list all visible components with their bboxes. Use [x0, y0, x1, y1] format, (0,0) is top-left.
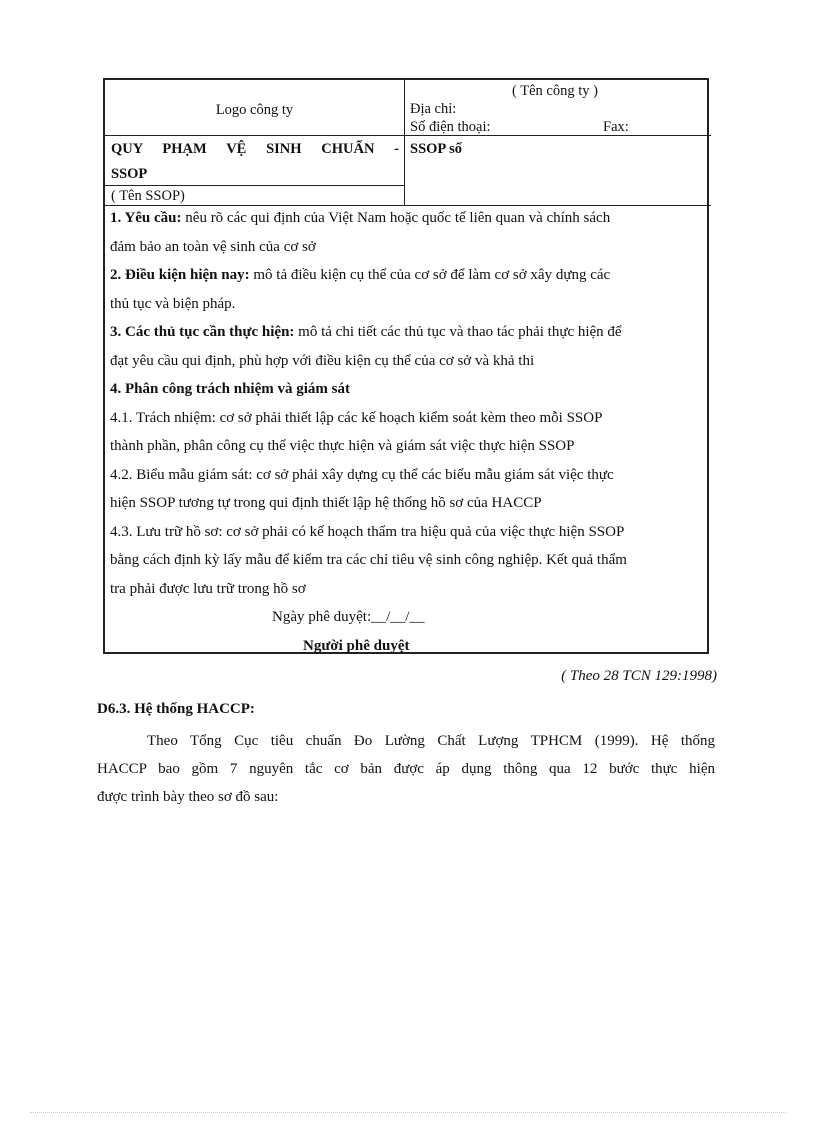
- section-3-label: 3. Các thủ tục cần thực hiện:: [110, 324, 295, 340]
- form-title-line1: QUY PHẠM VỆ SINH CHUẨN -: [111, 141, 399, 157]
- section-4-3-line1: 4.3. Lưu trữ hồ sơ: cơ sở phải có kế hoạch thẩm tra hiệu quả của việc thực hiện SSOP: [110, 523, 625, 540]
- paragraph-line-2: HACCP bao gồm 7 nguyên tắc cơ bản được áp dụng thông qua 12 bước thực hiện: [97, 761, 715, 777]
- logo-cell: Logo công ty: [215, 102, 294, 118]
- ssop-number: SSOP số: [410, 141, 462, 157]
- section-4-2-line2: hiện SSOP tương tự trong qui định thiết lập hệ thống hồ sơ của HACCP: [110, 495, 542, 511]
- section-4-3-line3: tra phải được lưu trữ trong hồ sơ: [110, 580, 306, 597]
- section-3-line: [110, 318, 702, 347]
- row-divider-ssop-name: [105, 185, 404, 186]
- approval-date: Ngày phê duyệt:__/__/__: [272, 609, 425, 625]
- citation: ( Theo 28 TCN 129:1998): [561, 668, 717, 684]
- approver: Người phê duyệt: [303, 637, 410, 654]
- section-2-text-cont: thủ tục và biện pháp.: [110, 295, 236, 312]
- paragraph-line-3: được trình bày theo sơ đồ sau:: [97, 789, 279, 805]
- form-title-line2: SSOP: [111, 166, 148, 182]
- paragraph-line-1: Theo Tổng Cục tiêu chuẩn Đo Lường Chất Lượng TPHCM (1999). Hệ thống: [147, 733, 715, 749]
- section-4-2-line1: 4.2. Biểu mẫu giám sát: cơ sở phải xây dựng cụ thể các biểu mẫu giám sát việc thực: [110, 466, 614, 483]
- ssop-name: ( Tên SSOP): [111, 188, 185, 204]
- section-heading: D6.3. Hệ thống HACCP:: [97, 701, 255, 717]
- section-4-3-line2: bằng cách định kỳ lấy mẫu để kiểm tra các chỉ tiêu vệ sinh công nghiệp. Kết quả thẩm: [110, 552, 627, 568]
- section-1-line: [110, 204, 702, 233]
- body-paragraph: [97, 727, 715, 811]
- section-1-text-cont: đảm bảo an toàn vệ sinh của cơ sở: [110, 238, 316, 255]
- page-footer-divider: [30, 1112, 786, 1113]
- section-2-line: [110, 261, 702, 290]
- section-4-1-line1: 4.1. Trách nhiệm: cơ sở phải thiết lập các kế hoạch kiểm soát kèm theo mỗi SSOP: [110, 409, 603, 426]
- fax-label: Fax:: [603, 119, 629, 135]
- section-4-1-line2: thành phần, phân công cụ thể việc thực hiện và giám sát việc thực hiện SSOP: [110, 438, 575, 454]
- company-name: ( Tên công ty ): [512, 83, 598, 99]
- section-4-heading: 4. Phân công trách nhiệm và giám sát: [110, 381, 350, 397]
- phone-label: Số điện thoại:: [410, 119, 491, 135]
- address-label: Địa chỉ:: [410, 101, 457, 117]
- ssop-form-table: [103, 78, 709, 654]
- section-2-text: mô tả điều kiện cụ thể của cơ sở để làm cơ sở xây dựng các: [249, 267, 611, 283]
- form-body: [110, 204, 702, 660]
- section-3-text-cont: đạt yêu cầu qui định, phù hợp với điều kiện cụ thể của cơ sở và khả thi: [110, 352, 535, 369]
- section-1-label: 1. Yêu cầu:: [110, 210, 182, 226]
- section-2-label: 2. Điều kiện hiện nay:: [110, 267, 250, 283]
- section-1-text: nêu rõ các qui định của Việt Nam hoặc quốc tế liên quan và chính sách: [181, 210, 611, 226]
- section-3-text: mô tả chi tiết các thủ tục và thao tác phải thực hiện để: [294, 324, 622, 340]
